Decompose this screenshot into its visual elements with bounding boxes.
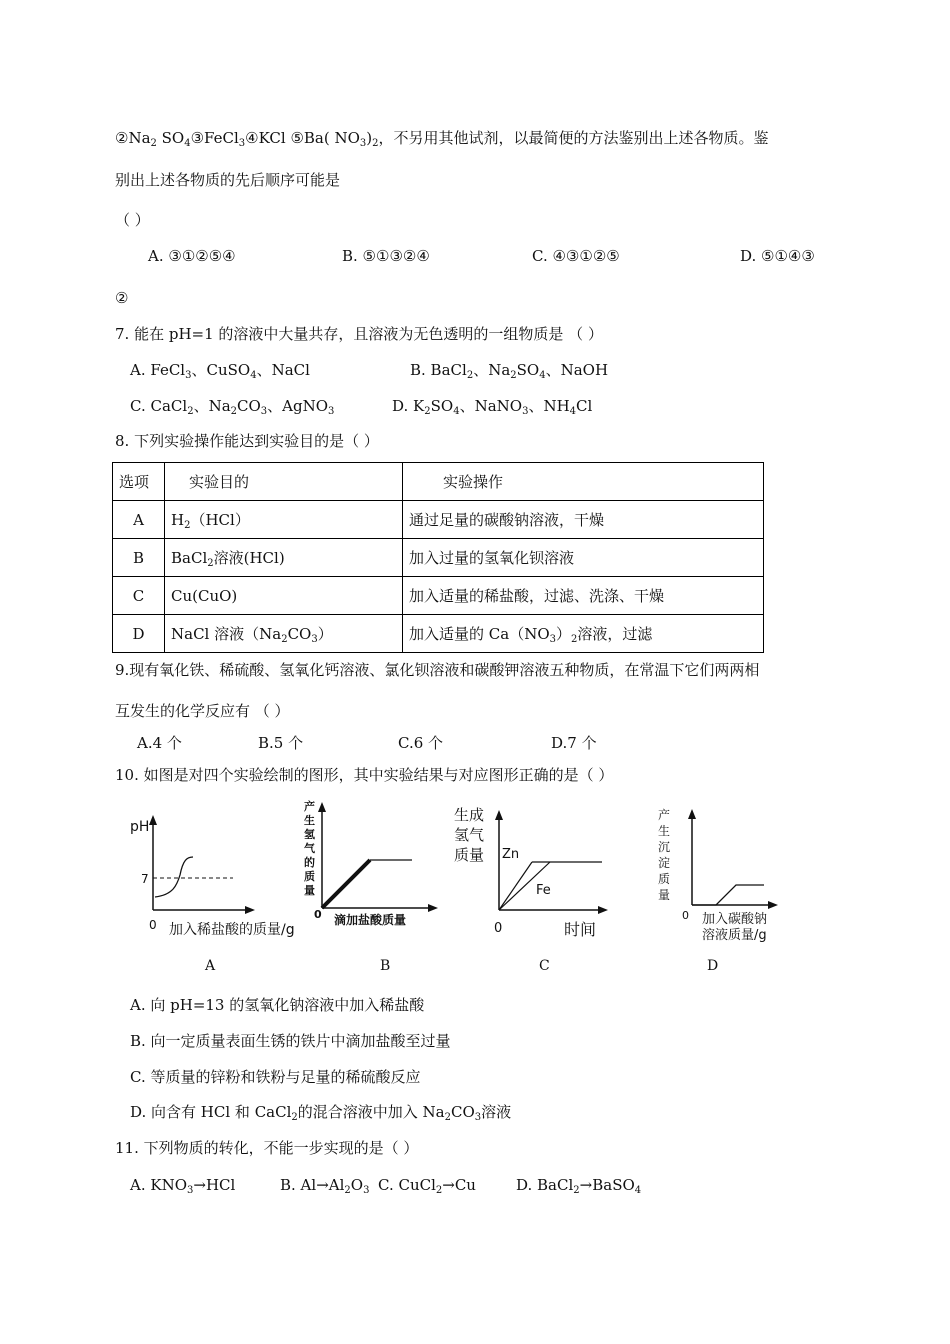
figure-a-ylabel: pH [130,819,150,835]
figure-d-curve [692,885,764,905]
q7-stem: 7. 能在 pH=1 的溶液中大量共存，且溶液为无色透明的一组物质是 （ ） [115,325,603,343]
table-row [113,577,764,615]
q6-line1: $②Na_2$ $SO_4③FeCl_3④KCl$ ⑤Ba( $NO_3)_2$，不另用其他试剂，以最简便的方法鉴别出上述各物质。鉴 [115,129,769,149]
header-operation: 实验操作 [403,463,764,501]
q6-line2: 别出上述各物质的先后顺序可能是 [115,171,341,189]
table-header-row [113,463,764,501]
q6-option-b: B. ⑤①③②④ [342,247,430,265]
figure-c-zn-rise [499,862,532,910]
q6-option-a: A. ③①②⑤④ [148,247,236,265]
figure-c-caption: C [539,958,550,974]
q10-option-b: B. 向一定质量表面生锈的铁片中滴加盐酸至过量 [130,1032,451,1050]
figure-d-xlabel-2: 溶液质量/g [702,928,767,943]
figure-b [300,798,440,938]
q11-option-c: C. CuCl$_2$→Cu [378,1176,476,1196]
row-operation: 加入适量的稀盐酸，过滤、洗涤、干燥 [403,577,764,615]
q7-option-c: C. CaCl$_2$、$Na_2CO_3$、AgNO$_3$ [130,397,335,417]
figure-b-xlabel: 滴加盐酸质量 [334,913,407,927]
row-operation: 加入适量的 $Ca(NO_3)_2$溶液，过滤 [403,615,764,653]
q9-option-a: A.4 个 [137,734,182,752]
q9-option-c: C.6 个 [398,734,444,752]
q11-option-d: D. BaCl$_2$→BaSO$_4$ [516,1176,642,1196]
figure-b-origin: 0 [314,908,322,921]
figure-a-xlabel: 加入稀盐酸的质量/g [169,922,295,938]
row-option: B [113,539,165,577]
table-row [113,501,764,539]
figure-c-xlabel: 时间 [564,920,597,939]
row-option: A [113,501,165,539]
figure-a-origin: 0 [149,918,157,932]
row-option: D [113,615,165,653]
figure-d [650,805,790,945]
q7-option-b: B. BaCl$_2$、$Na_2SO_4$、NaOH [410,361,609,381]
q6-option-d: D. ⑤①④③ [740,247,815,265]
q8-table [112,462,764,653]
q6-option-d-tail: ② [115,289,129,307]
q11-option-b: B. $Al\to Al_2O_3$ [280,1176,370,1196]
figure-c-ylabel: 生成 氢气 质量 [454,806,485,864]
q9-line1: 9.现有氧化铁、稀硫酸、氢氧化钙溶液、氯化钡溶液和碳酸钾溶液五种物质，在常温下它们两两相 [115,661,760,679]
q6-answer-paren: （ ） [115,211,150,229]
figure-b-rising-line [322,860,370,908]
q7-option-a: A. FeCl$_3$、CuSO$_4$、NaCl [130,361,310,381]
table-row [113,539,764,577]
q9-line2: 互发生的化学反应有 （ ） [115,702,290,720]
q6-option-c: C. ④③①②⑤ [532,247,620,265]
figure-d-xlabel-1: 加入碳酸钠 [702,912,768,927]
figure-c-zn-label: Zn [502,847,520,862]
figure-d-ylabel: 产 生 沉 淀 质 量 [658,808,671,902]
figure-c-fe-label: Fe [536,883,551,898]
figure-b-ylabel: 产 生 氢 气 的 质 量 [304,800,315,897]
figure-a [125,805,295,945]
row-operation: 通过足量的碳酸钠溶液，干燥 [403,501,764,539]
row-goal: Cu(CuO) [165,577,403,615]
q9-option-d: D.7 个 [551,734,597,752]
q11-stem: 11. 下列物质的转化，不能一步实现的是（ ） [115,1139,419,1157]
q7-option-d: D. $K_2SO_4$、NaNO$_3$、$NH_4Cl$ [392,397,593,417]
q10-option-c: C. 等质量的锌粉和铁粉与足量的稀硫酸反应 [130,1068,421,1086]
q10-stem: 10. 如图是对四个实验绘制的图形，其中实验结果与对应图形正确的是（ ） [115,766,614,784]
figure-c [450,800,620,945]
header-goal: 实验目的 [165,463,403,501]
figure-a-curve [155,857,193,897]
header-option: 选项 [113,463,165,501]
table-row [113,615,764,653]
figure-d-origin: 0 [682,909,689,922]
q10-option-d: D. 向含有 HCl 和 CaCl$_2$的混合溶液中加入 $Na_2CO_3$溶液 [130,1103,512,1123]
row-operation: 加入过量的氢氧化钡溶液 [403,539,764,577]
q8-stem: 8. 下列实验操作能达到实验目的是（ ） [115,432,379,450]
q10-option-a: A. 向 pH=13 的氢氧化钠溶液中加入稀盐酸 [130,996,425,1014]
row-goal: $H_2(HCl)$ [165,501,403,539]
figure-c-origin: 0 [494,921,503,936]
figure-b-caption: B [380,958,391,974]
row-goal: NaCl 溶液$(Na_2CO_3)$ [165,615,403,653]
row-option: C [113,577,165,615]
q9-option-b: B.5 个 [258,734,304,752]
row-goal: BaCl$_2$溶液(HCl) [165,539,403,577]
q11-option-a: A. $KNO_3\to HCl$ [130,1176,236,1196]
figure-d-caption: D [707,958,719,974]
figure-a-caption: A [205,958,216,974]
figure-a-tick-7: 7 [141,872,149,886]
